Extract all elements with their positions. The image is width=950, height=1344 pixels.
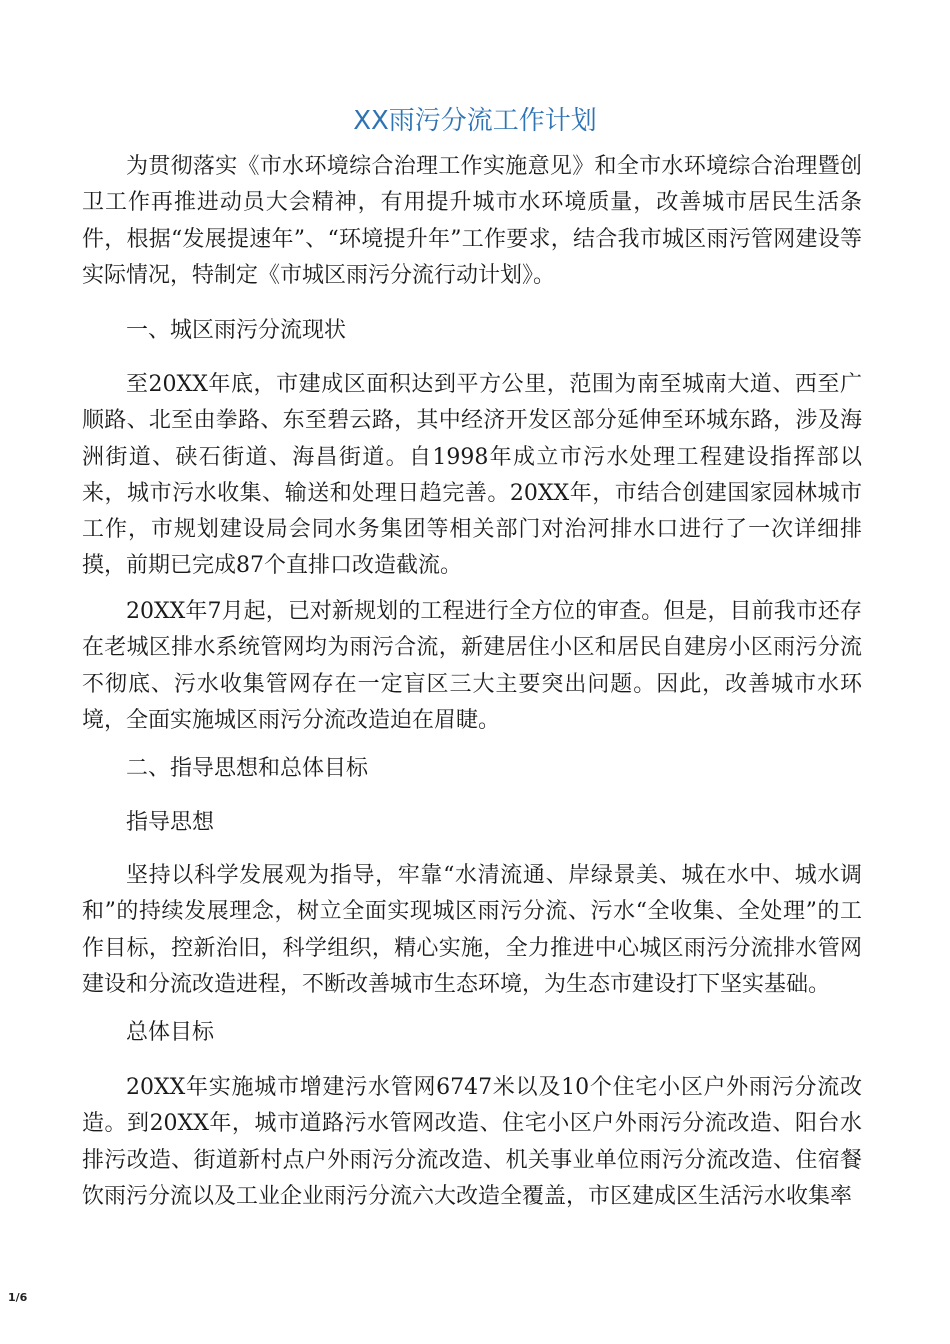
page-number: 1/6 xyxy=(8,1291,28,1304)
subheading-guiding-thought: 指导思想 xyxy=(126,810,215,835)
intro-paragraph: 为贯彻落实《市水环境综合治理工作实施意见》和全市水环境综合治理暨创卫工作再推进动员大会精神，有用提升城市水环境质量，改善城市居民生活条件，根据“发展提速年”、“环境提升年”工作要求，结合我市城区雨污管网建设等实际情况，特制定《市城区雨污分流行动计划》。 xyxy=(82,154,862,288)
overall-goal-paragraph: 20XX年实施城市增建污水管网6747米以及10个住宅小区户外雨污分流改造。到20XX年，城市道路污水管网改造、住宅小区户外雨污分流改造、阳台水排污改造、街道新村点户外雨污分流改造、机关事业单位雨污分流改造、住宿餐饮雨污分流以及工业企业雨污分流六大改造全覆盖，市区建成区生活污水收集率 xyxy=(82,1075,862,1209)
guiding-paragraph: 坚持以科学发展观为指导，牢靠“水清流通、岸绿景美、城在水中、城水调和”的持续发展理念，树立全面实现城区雨污分流、污水“全收集、全处理”的工作目标，控新治旧，科学组织，精心实施，全力推进中心城区雨污分流排水管网建设和分流改造进程，不断改善城市生态环境，为生态市建设打下坚实基础。 xyxy=(82,863,862,997)
document-title: XX雨污分流工作计划 xyxy=(353,106,597,136)
subheading-overall-goal: 总体目标 xyxy=(126,1020,215,1045)
status-paragraph-2: 20XX年7月起，已对新规划的工程进行全方位的审查。但是，目前我市还存在老城区排水系统管网均为雨污合流，新建居住小区和居民自建房小区雨污分流不彻底、污水收集管网存在一定盲区三大主要突出问题。因此，改善城市水环境，全面实施城区雨污分流改造迫在眉睫。 xyxy=(82,599,862,733)
section-heading-guidance: 二、指导思想和总体目标 xyxy=(126,756,369,781)
section-heading-status: 一、城区雨污分流现状 xyxy=(126,318,347,343)
status-paragraph-1: 至20XX年底，市建成区面积达到平方公里，范围为南至城南大道、西至广顺路、北至由拳路、东至碧云路，其中经济开发区部分延伸至环城东路，涉及海洲街道、硖石街道、海昌街道。自1998年成立市污水处理工程建设指挥部以来，城市污水收集、输送和处理日趋完善。20XX年，市结合创建国家园林城市工作，市规划建设局会同水务集团等相关部门对治河排水口进行了一次详细排摸，前期已完成87个直排口改造截流。 xyxy=(82,372,862,579)
